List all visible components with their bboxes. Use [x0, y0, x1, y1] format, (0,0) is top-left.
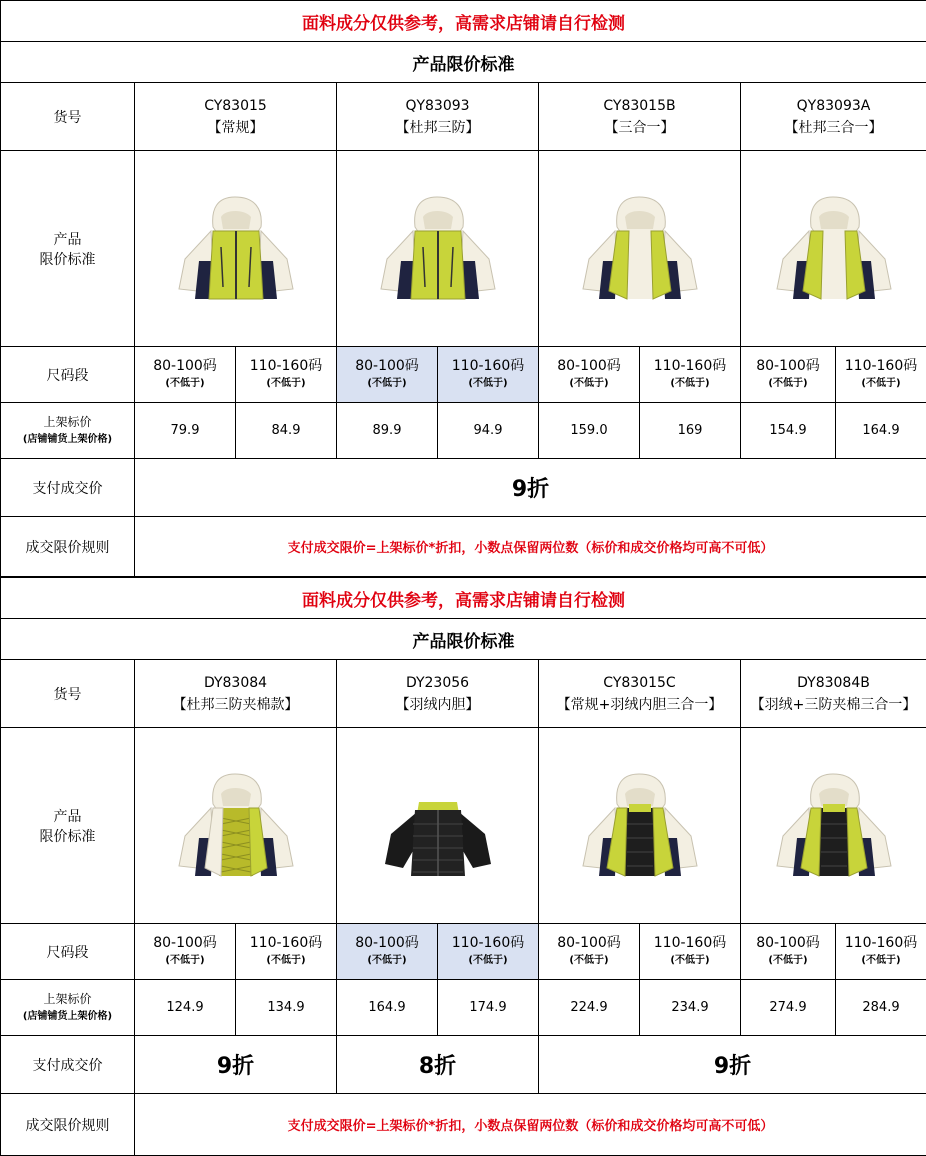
pay-label	[1, 1036, 135, 1094]
price-label-sub: (店铺铺货上架价格)	[22, 433, 113, 445]
warning-notice	[1, 578, 926, 619]
jacket-open-icon	[741, 187, 926, 311]
size-range: 110-160码	[451, 357, 525, 374]
size-range: 110-160码	[844, 357, 918, 374]
list-price: 79.9	[170, 423, 200, 438]
list-price: 284.9	[862, 1000, 900, 1015]
price-table	[0, 0, 926, 577]
size-label	[1, 347, 135, 403]
list-price: 134.9	[267, 1000, 305, 1015]
jacket-icon	[337, 187, 538, 311]
discount-cell	[337, 1036, 539, 1094]
list-price-cell	[438, 980, 539, 1036]
rule-label	[1, 517, 135, 577]
discount: 8折	[418, 1054, 457, 1079]
size-note: (不低于)	[670, 377, 710, 389]
limit-standard-label: 限价标准	[39, 251, 96, 268]
list-price-cell	[539, 980, 640, 1036]
list-price-cell	[836, 980, 926, 1036]
size-cell	[640, 924, 741, 980]
list-price: 154.9	[769, 423, 807, 438]
size-cell	[836, 924, 926, 980]
price-label	[1, 403, 135, 459]
discount: 9折	[216, 1054, 255, 1079]
table-title-text: 产品限价标准	[412, 54, 515, 75]
list-price: 94.9	[473, 423, 503, 438]
rule-label	[1, 1094, 135, 1156]
rule-text: 支付成交限价=上架标价*折扣，小数点保留两位数（标价和成交价格均可高不可低）	[287, 541, 774, 556]
size-cell	[836, 347, 926, 403]
list-price-cell	[135, 403, 236, 459]
product-code: DY83084	[203, 674, 268, 691]
pay-label-text: 支付成交价	[32, 480, 103, 497]
size-cell	[337, 924, 438, 980]
list-price: 169	[677, 423, 703, 438]
list-price-cell	[741, 980, 836, 1036]
price-table	[0, 577, 926, 1156]
list-price-cell	[836, 403, 926, 459]
size-range: 80-100码	[355, 357, 419, 374]
table-title	[1, 42, 926, 83]
discount: 9折	[511, 477, 550, 502]
jacket-open-icon	[539, 187, 740, 311]
product-image-cell	[741, 728, 926, 924]
size-note: (不低于)	[768, 954, 808, 966]
size-note: (不低于)	[861, 954, 901, 966]
jacket-puffer-icon	[539, 764, 740, 888]
size-note: (不低于)	[861, 377, 901, 389]
product-code-cell	[337, 660, 539, 728]
product-label	[1, 151, 135, 347]
code-label-text: 货号	[53, 109, 82, 126]
product-image-cell	[539, 151, 741, 347]
jacket-quilted-icon	[135, 764, 336, 888]
rule-cell	[135, 517, 926, 577]
discount-cell	[135, 459, 926, 517]
list-price-cell	[236, 403, 337, 459]
list-price: 159.0	[570, 423, 608, 438]
size-range: 110-160码	[653, 357, 727, 374]
list-price-cell	[438, 403, 539, 459]
list-price-cell	[741, 403, 836, 459]
size-note: (不低于)	[569, 377, 609, 389]
product-type: 【杜邦三合一】	[784, 119, 883, 136]
list-price: 89.9	[372, 423, 402, 438]
size-range: 80-100码	[756, 934, 820, 951]
warning-text: 面料成分仅供参考，高需求店铺请自行检测	[302, 590, 625, 611]
list-price: 124.9	[166, 1000, 204, 1015]
table-title-text: 产品限价标准	[412, 631, 515, 652]
size-label	[1, 924, 135, 980]
product-code: CY83015C	[603, 674, 676, 691]
jacket-icon	[135, 187, 336, 311]
size-range: 110-160码	[249, 357, 323, 374]
size-cell	[236, 924, 337, 980]
rule-cell	[135, 1094, 926, 1156]
product-code: CY83015B	[603, 97, 676, 114]
size-label-text: 尺码段	[46, 944, 89, 961]
list-price-cell	[236, 980, 337, 1036]
size-cell	[438, 347, 539, 403]
size-cell	[236, 347, 337, 403]
product-code-cell	[741, 83, 926, 151]
size-range: 80-100码	[557, 357, 621, 374]
list-price-cell	[640, 980, 741, 1036]
warning-text: 面料成分仅供参考，高需求店铺请自行检测	[302, 13, 625, 34]
size-range: 110-160码	[451, 934, 525, 951]
size-cell	[438, 924, 539, 980]
size-note: (不低于)	[768, 377, 808, 389]
size-cell	[135, 924, 236, 980]
code-label	[1, 660, 135, 728]
list-price-cell	[337, 980, 438, 1036]
size-range: 110-160码	[249, 934, 323, 951]
size-note: (不低于)	[367, 954, 407, 966]
product-type: 【常规】	[207, 119, 264, 136]
list-price: 234.9	[671, 1000, 709, 1015]
rule-label-text: 成交限价规则	[25, 539, 110, 556]
size-note: (不低于)	[266, 954, 306, 966]
size-range: 80-100码	[557, 934, 621, 951]
product-label-text: 产品	[53, 808, 82, 825]
product-image-cell	[539, 728, 741, 924]
warning-notice	[1, 1, 926, 42]
list-price: 274.9	[769, 1000, 807, 1015]
product-image-cell	[741, 151, 926, 347]
product-image-cell	[135, 728, 337, 924]
size-range: 80-100码	[355, 934, 419, 951]
rule-text: 支付成交限价=上架标价*折扣，小数点保留两位数（标价和成交价格均可高不可低）	[287, 1119, 774, 1134]
size-note: (不低于)	[468, 377, 508, 389]
product-code-cell	[135, 83, 337, 151]
size-note: (不低于)	[367, 377, 407, 389]
code-label	[1, 83, 135, 151]
size-cell	[135, 347, 236, 403]
product-label-text: 产品	[53, 231, 82, 248]
pay-label	[1, 459, 135, 517]
product-code: QY83093	[405, 97, 470, 114]
product-code: DY23056	[405, 674, 470, 691]
product-code-cell	[539, 660, 741, 728]
list-price: 174.9	[469, 1000, 507, 1015]
discount: 9折	[713, 1054, 752, 1079]
table-title	[1, 619, 926, 660]
list-price-cell	[135, 980, 236, 1036]
list-price-cell	[539, 403, 640, 459]
size-cell	[539, 347, 640, 403]
size-note: (不低于)	[165, 377, 205, 389]
discount-cell	[135, 1036, 337, 1094]
size-range: 110-160码	[653, 934, 727, 951]
product-code: DY83084B	[797, 674, 870, 691]
product-image-cell	[337, 728, 539, 924]
list-price: 84.9	[271, 423, 301, 438]
rule-label-text: 成交限价规则	[25, 1117, 110, 1134]
product-image-cell	[337, 151, 539, 347]
product-code-cell	[741, 660, 926, 728]
size-note: (不低于)	[569, 954, 609, 966]
size-range: 80-100码	[153, 934, 217, 951]
size-cell	[337, 347, 438, 403]
product-type: 【羽绒内胆】	[395, 696, 480, 713]
size-cell	[741, 347, 836, 403]
jacket-puffer-icon	[741, 764, 926, 888]
product-code: QY83093A	[796, 97, 871, 114]
list-price-cell	[337, 403, 438, 459]
product-code-cell	[337, 83, 539, 151]
limit-standard-label: 限价标准	[39, 828, 96, 845]
product-type: 【三合一】	[604, 119, 675, 136]
size-note: (不低于)	[266, 377, 306, 389]
product-type: 【常规+羽绒内胆三合一】	[556, 696, 723, 713]
product-type: 【杜邦三防夹棉款】	[172, 696, 299, 713]
product-label	[1, 728, 135, 924]
price-label-sub: (店铺铺货上架价格)	[22, 1010, 113, 1022]
product-code: CY83015	[204, 97, 267, 114]
size-note: (不低于)	[468, 954, 508, 966]
product-type: 【杜邦三防】	[395, 119, 480, 136]
product-code-cell	[135, 660, 337, 728]
size-cell	[539, 924, 640, 980]
list-price-cell	[640, 403, 741, 459]
discount-cell	[539, 1036, 926, 1094]
list-price: 164.9	[368, 1000, 406, 1015]
size-note: (不低于)	[165, 954, 205, 966]
list-price: 164.9	[862, 423, 900, 438]
size-range: 80-100码	[756, 357, 820, 374]
product-code-cell	[539, 83, 741, 151]
size-note: (不低于)	[670, 954, 710, 966]
size-range: 110-160码	[844, 934, 918, 951]
price-label	[1, 980, 135, 1036]
product-type: 【羽绒+三防夹棉三合一】	[750, 696, 917, 713]
pay-label-text: 支付成交价	[32, 1057, 103, 1074]
size-range: 80-100码	[153, 357, 217, 374]
product-image-cell	[135, 151, 337, 347]
size-cell	[741, 924, 836, 980]
code-label-text: 货号	[53, 686, 82, 703]
size-label-text: 尺码段	[46, 367, 89, 384]
puffer-icon	[337, 764, 538, 888]
price-label-text: 上架标价	[43, 991, 92, 1006]
price-label-text: 上架标价	[43, 414, 92, 429]
size-cell	[640, 347, 741, 403]
list-price: 224.9	[570, 1000, 608, 1015]
